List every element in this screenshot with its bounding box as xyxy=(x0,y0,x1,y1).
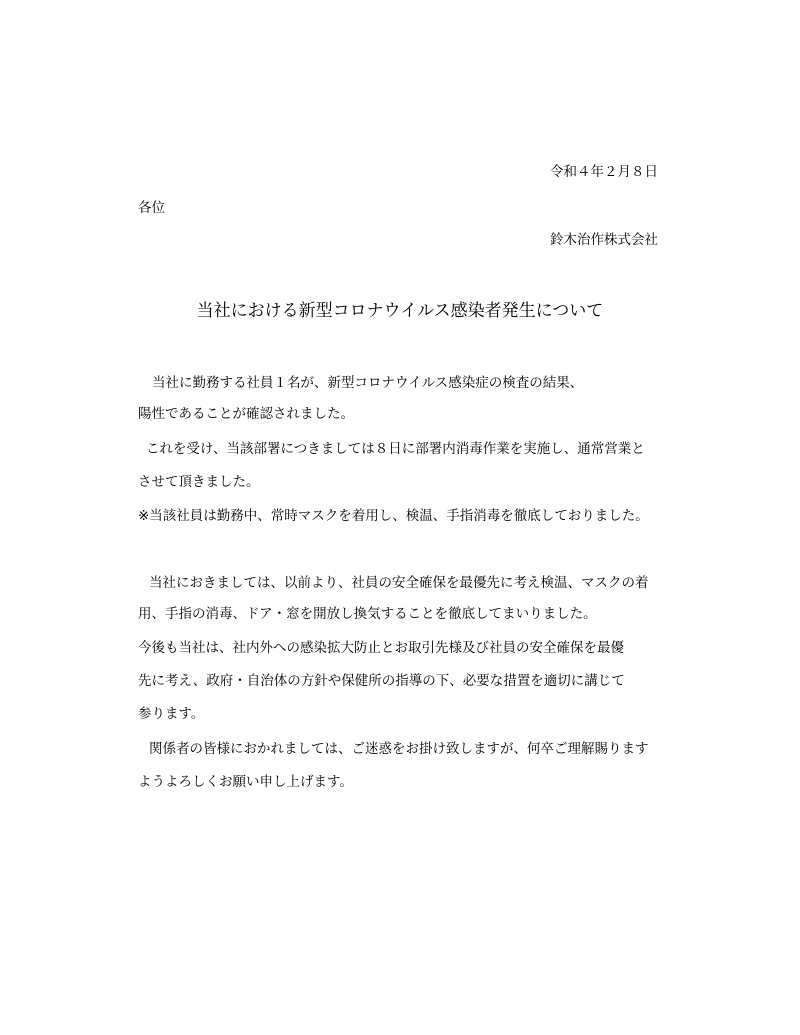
paragraph-3-line-1: 当社におきましては、以前より、社員の安全確保を最優先に考え検温、マスクの着 xyxy=(149,575,649,591)
paragraph-4-line-3: 参ります。 xyxy=(138,706,205,722)
recipient: 各位 xyxy=(138,200,165,216)
page-title: 当社における新型コロナウイルス感染者発生について xyxy=(196,301,604,321)
date: 令和４年２月８日 xyxy=(550,164,658,180)
company-name: 鈴木治作株式会社 xyxy=(550,232,658,248)
paragraph-4-line-1: 今後も当社は、社内外への感染拡大防止とお取引先様及び社員の安全確保を最優 xyxy=(138,640,624,656)
paragraph-4-line-2: 先に考え、政府・自治体の方針や保健所の指導の下、必要な措置を適切に講じて xyxy=(138,673,625,689)
paragraph-3-line-2: 用、手指の消毒、ドア・窓を開放し換気することを徹底してまいりました。 xyxy=(138,606,597,622)
paragraph-2-line-1: これを受け、当該部署につきましては８日に部署内消毒作業を実施し、通常営業と xyxy=(146,441,645,457)
paragraph-2-line-2: させて頂きました。 xyxy=(138,474,260,490)
paragraph-5-line-1: 関係者の皆様におかれましては、ご迷惑をお掛け致しますが、何卒ご理解賜ります xyxy=(149,741,649,757)
note: ※当該社員は勤務中、常時マスクを着用し、検温、手指消毒を徹底しておりました。 xyxy=(138,508,649,524)
paragraph-1-line-1: 当社に勤務する社員１名が、新型コロナウイルス感染症の検査の結果、 xyxy=(152,375,584,391)
paragraph-5-line-2: ようよろしくお願い申し上げます。 xyxy=(138,774,353,790)
paragraph-1-line-2: 陽性であることが確認されました。 xyxy=(138,406,354,422)
